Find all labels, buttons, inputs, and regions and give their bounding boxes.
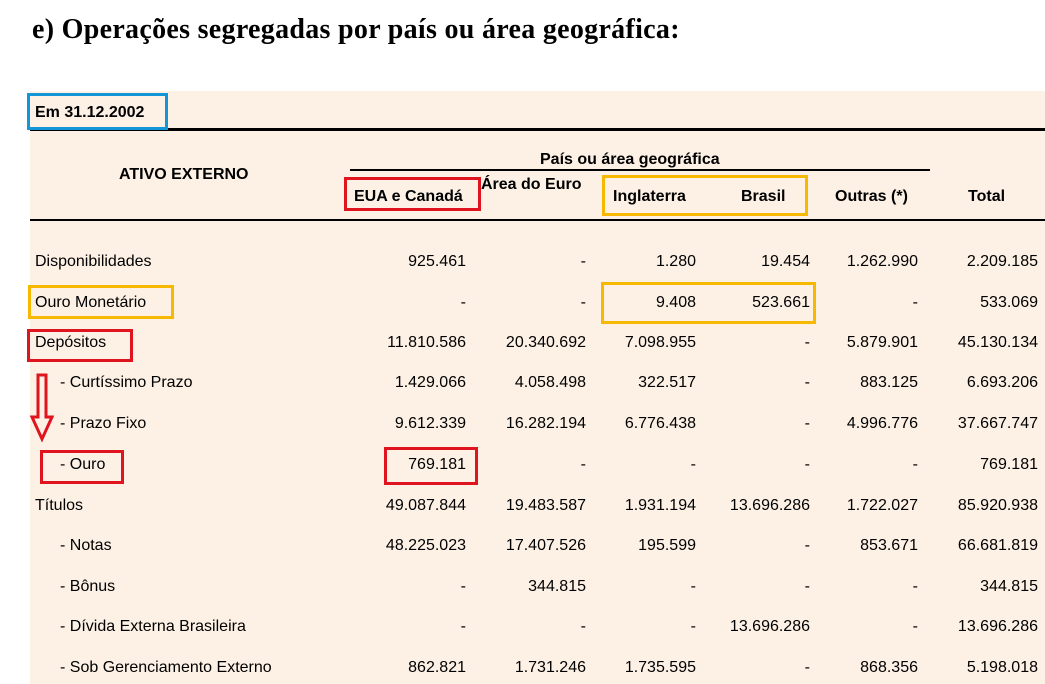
table-cell: 868.356 bbox=[860, 659, 918, 676]
table-cell: 9.612.339 bbox=[394, 415, 466, 432]
table-cell: - bbox=[804, 334, 810, 351]
table-cell: 322.517 bbox=[638, 374, 696, 391]
table-cell: - bbox=[460, 294, 466, 311]
table-cell: 19.454 bbox=[761, 253, 810, 270]
table-cell: 533.069 bbox=[980, 294, 1038, 311]
table-cell: - bbox=[804, 659, 810, 676]
table-cell: 523.661 bbox=[752, 294, 810, 311]
table-cell: 1.735.595 bbox=[624, 659, 696, 676]
table-cell: - bbox=[804, 537, 810, 554]
row-label: - Bônus bbox=[60, 578, 116, 595]
row-label: - Sob Gerenciamento Externo bbox=[60, 659, 272, 676]
table-cell: 13.696.286 bbox=[957, 618, 1038, 635]
table-cell: 37.667.747 bbox=[957, 415, 1038, 432]
table-cell: - bbox=[804, 374, 810, 391]
table-cell: 2.209.185 bbox=[966, 253, 1038, 270]
table-cell: 1.931.194 bbox=[624, 497, 696, 514]
row-label: - Curtíssimo Prazo bbox=[60, 374, 193, 391]
table-cell: 4.996.776 bbox=[846, 415, 918, 432]
row-label: Ouro Monetário bbox=[35, 294, 147, 311]
table-cell: 195.599 bbox=[638, 537, 696, 554]
table-cell: 45.130.134 bbox=[957, 334, 1038, 351]
row-label: Títulos bbox=[35, 497, 84, 514]
table-cell: 862.821 bbox=[408, 659, 466, 676]
table-cell: 66.681.819 bbox=[957, 537, 1038, 554]
table-cell: 769.181 bbox=[980, 456, 1038, 473]
table-cell: 7.098.955 bbox=[624, 334, 696, 351]
header-group: País ou área geográfica bbox=[540, 151, 720, 168]
date-label: Em 31.12.2002 bbox=[35, 104, 145, 121]
table-cell: - bbox=[580, 618, 586, 635]
table-cell: - bbox=[580, 294, 586, 311]
table-cell: - bbox=[804, 415, 810, 432]
header-total: Total bbox=[968, 188, 1006, 205]
table-cell: 344.815 bbox=[528, 578, 586, 595]
table-cell: 85.920.938 bbox=[957, 497, 1038, 514]
table-cell: 48.225.023 bbox=[385, 537, 466, 554]
table-cell: 1.722.027 bbox=[846, 497, 918, 514]
table-cell: - bbox=[460, 578, 466, 595]
table-cell: 13.696.286 bbox=[729, 497, 810, 514]
table-cell: - bbox=[580, 253, 586, 270]
table-cell: 20.340.692 bbox=[505, 334, 586, 351]
table-cell: 1.429.066 bbox=[394, 374, 466, 391]
group-rule bbox=[350, 169, 930, 171]
table-cell: 6.776.438 bbox=[624, 415, 696, 432]
table-cell: - bbox=[690, 456, 696, 473]
top-rule bbox=[30, 128, 1045, 131]
header-outras: Outras (*) bbox=[835, 188, 908, 205]
table-cell: 1.262.990 bbox=[846, 253, 918, 270]
table-cell: 16.282.194 bbox=[505, 415, 586, 432]
table-cell: - bbox=[460, 618, 466, 635]
row-label: - Notas bbox=[60, 537, 112, 554]
header-rule bbox=[30, 219, 1045, 221]
row-label: - Ouro bbox=[60, 456, 106, 473]
table-cell: 925.461 bbox=[408, 253, 466, 270]
row-label: - Prazo Fixo bbox=[60, 415, 147, 432]
table-cell: - bbox=[912, 578, 918, 595]
table-cell: 853.671 bbox=[860, 537, 918, 554]
table-cell: - bbox=[912, 294, 918, 311]
table-cell: 4.058.498 bbox=[514, 374, 586, 391]
table-cell: 17.407.526 bbox=[505, 537, 586, 554]
table-cell: - bbox=[580, 456, 586, 473]
table-cell: - bbox=[690, 618, 696, 635]
table-cell: 6.693.206 bbox=[966, 374, 1038, 391]
table-cell: 9.408 bbox=[655, 294, 696, 311]
row-label: - Dívida Externa Brasileira bbox=[60, 618, 246, 635]
table-cell: 5.879.901 bbox=[846, 334, 918, 351]
table-cell: 1.731.246 bbox=[514, 659, 586, 676]
table-cell: 1.280 bbox=[655, 253, 696, 270]
table-cell: - bbox=[690, 578, 696, 595]
header-inglaterra: Inglaterra bbox=[613, 188, 686, 205]
table-cell: 344.815 bbox=[980, 578, 1038, 595]
table-cell: - bbox=[912, 456, 918, 473]
table-cell: 11.810.586 bbox=[387, 334, 466, 351]
table-cell: 19.483.587 bbox=[505, 497, 586, 514]
section-heading: e) Operações segregadas por país ou área geográfica: bbox=[32, 14, 680, 45]
row-label: Disponibilidades bbox=[35, 253, 152, 270]
header-ativo-externo: ATIVO EXTERNO bbox=[119, 166, 249, 183]
table-cell: - bbox=[804, 578, 810, 595]
header-area-euro: Área do Euro bbox=[481, 176, 582, 193]
table-cell: 883.125 bbox=[860, 374, 918, 391]
row-label: Depósitos bbox=[35, 334, 107, 351]
header-brasil: Brasil bbox=[741, 188, 786, 205]
table-cell: 13.696.286 bbox=[729, 618, 810, 635]
table-cell: - bbox=[804, 456, 810, 473]
table-cell: - bbox=[912, 618, 918, 635]
table-cell: 49.087.844 bbox=[385, 497, 466, 514]
table-cell: 769.181 bbox=[408, 456, 466, 473]
table-cell: 5.198.018 bbox=[966, 659, 1038, 676]
header-eua-canada: EUA e Canadá bbox=[354, 188, 463, 205]
down-arrow-icon bbox=[30, 373, 54, 443]
